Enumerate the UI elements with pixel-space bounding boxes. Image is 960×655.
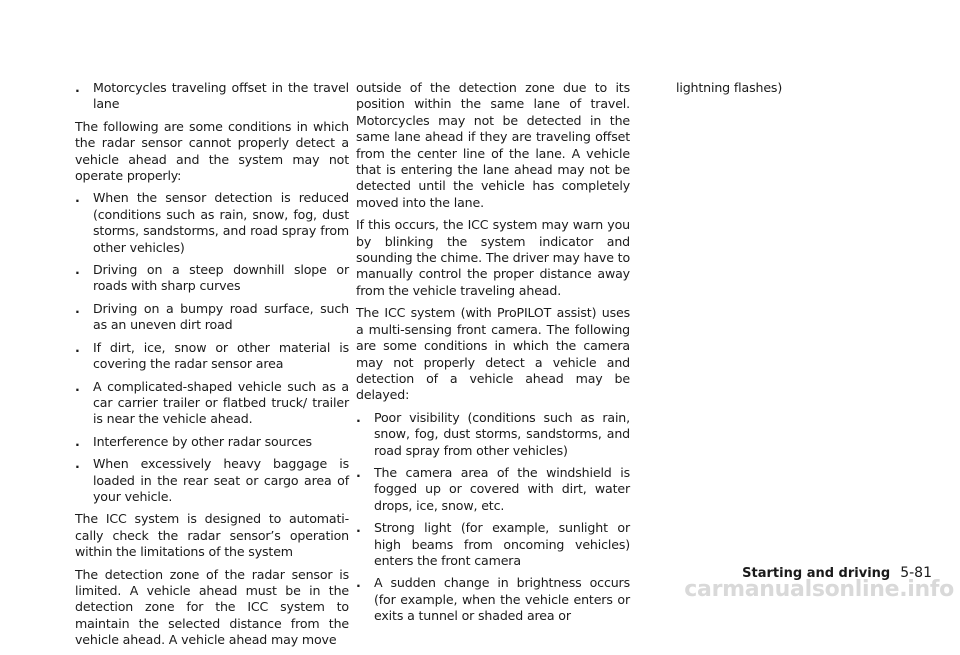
bullet-item	[75, 434, 349, 450]
bullet-item	[75, 301, 349, 334]
bullet-marker: .	[356, 409, 361, 425]
bullet-text: A sudden change in brightness occurs (for example, when the vehicle enters or exits a tunnel or shaded area or	[374, 575, 630, 624]
bullet-item	[75, 262, 349, 295]
bullet-marker: .	[75, 339, 80, 355]
footer-section-title: Starting and driving	[742, 566, 891, 581]
bullet-marker: .	[75, 190, 80, 206]
bullet-marker: .	[75, 433, 80, 449]
bullet-marker: .	[75, 262, 80, 278]
bullet-text: Driving on a bumpy road surface, such as an uneven dirt road	[93, 300, 349, 333]
bullet-text: Strong light (for example, sunlight or high beams from oncoming vehicles) enters the front camera	[374, 520, 630, 568]
bullet-item	[356, 465, 630, 514]
bullet-marker: .	[75, 80, 80, 95]
bullet-item	[356, 410, 630, 459]
bullet-text: A complicated-shaped vehicle such as a car carrier trailer or flatbed truck/ trailer is near the vehicle ahead.	[93, 378, 349, 427]
bullet-text: Interference by other radar sources	[93, 433, 312, 449]
bullet-text: Motorcycles traveling offset in the travel lane	[93, 80, 349, 112]
bullet-marker: .	[75, 300, 80, 316]
bullet-text: If dirt, ice, snow or other material is covering the radar sensor area	[93, 339, 349, 372]
bullet-item	[356, 520, 630, 569]
bullet-marker: .	[75, 456, 80, 472]
bullet-item	[75, 340, 349, 373]
continued-text: lightning flashes)	[676, 80, 783, 95]
bullet-text: When the sensor detection is reduced (conditions such as rain, snow, fog, dust storms, sandstorms, and road spray from other vehicles)	[93, 190, 349, 255]
bullet-text: Poor visibility (conditions such as rain, snow, fog, dust storms, sandstorms, and road spray from other vehicles)	[374, 409, 630, 458]
paragraph: The ICC system (with ProPILOT assist) uses a multi-sensing front camera. The following are some conditions in which the camera may not properly detect a vehicle and detection of a vehicle ahead may be delayed:	[356, 305, 630, 403]
paragraph: The following are some conditions in which the radar sensor cannot properly detect a vehicle ahead and the system may not operate properly:	[75, 118, 349, 184]
paragraph: outside of the detection zone due to its position within the same lane of travel. Motorcycles may not be detected in the same lane ahead if they are traveling offset from the center line of the lane. A vehicle that is entering the lane ahead may not be detected until the vehicle has completely moved into the lane.	[356, 80, 630, 210]
left-column	[75, 80, 349, 655]
paragraph: If this occurs, the ICC system may warn you by blinking the system indicator and sounding the chime. The driver may have to manually control the proper distance away from the vehicle traveling ahead.	[356, 217, 630, 298]
bullet-marker: .	[356, 575, 361, 591]
bullet-text: Driving on a steep downhill slope or roads with sharp curves	[93, 262, 349, 294]
bullet-marker: .	[356, 520, 361, 536]
watermark: carmanualsonline.info	[684, 577, 954, 602]
middle-column	[356, 80, 630, 631]
bullet-marker: .	[75, 378, 80, 394]
paragraph: The detection zone of the radar sensor is limited. A vehicle ahead must be in the detection zone for the ICC system to maintain the selected distance from the vehicle ahead. A vehicle ahead may move	[75, 566, 349, 648]
bullet-text: When excessively heavy baggage is loaded in the rear seat or cargo area of your vehicle.	[93, 456, 349, 504]
bullet-text: The camera area of the windshield is fogged up or covered with dirt, water drops, ice, snow, etc.	[374, 464, 630, 513]
bullet-item	[356, 575, 630, 624]
footer-page-number: 5-81	[900, 565, 932, 581]
bullet-item	[75, 80, 349, 113]
right-column	[658, 80, 932, 102]
bullet-item	[75, 379, 349, 428]
bullet-marker: .	[356, 464, 361, 480]
bullet-item	[75, 456, 349, 505]
bullet-item	[75, 190, 349, 256]
paragraph: The ICC system is designed to automati-cally check the radar sensor’s operation within the limitations of the system	[75, 511, 349, 560]
